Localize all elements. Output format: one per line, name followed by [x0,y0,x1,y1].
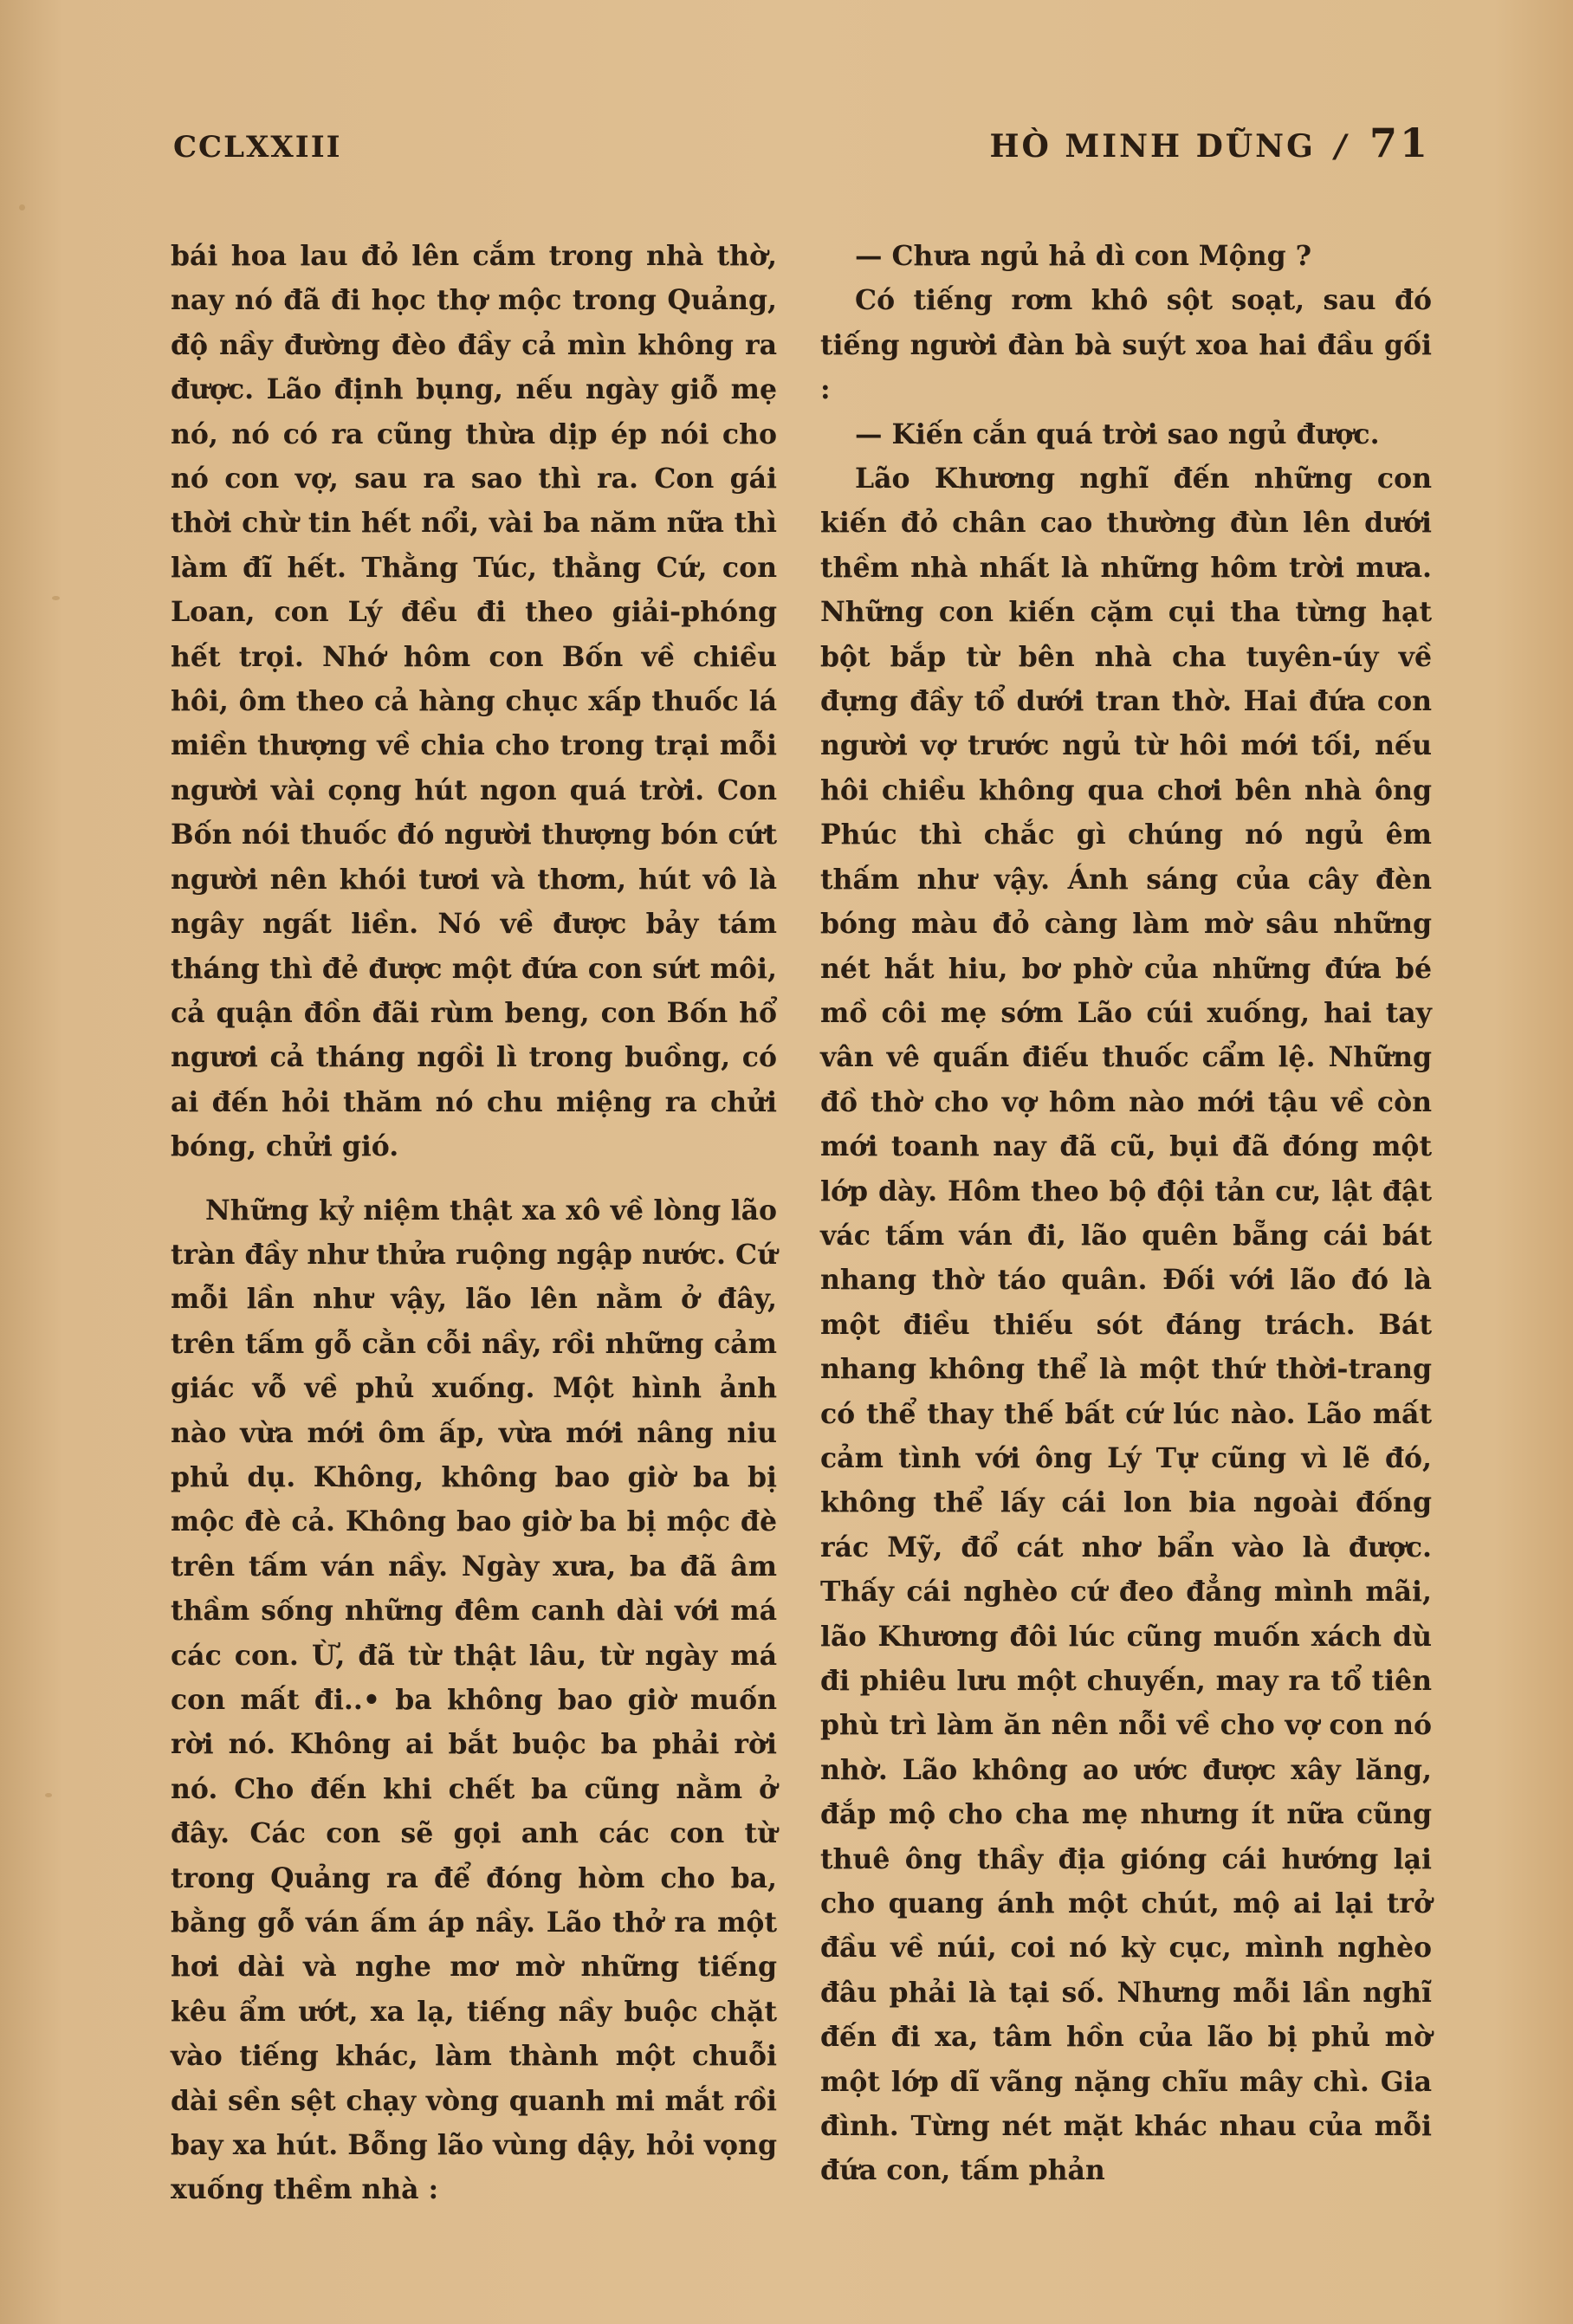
header-separator: / [1334,128,1349,165]
paragraph: bái hoa lau đỏ lên cắm trong nhà thờ, nay nó đã đi học thợ mộc trong Quảng, độ nầy đường đèo đầy cả mìn không ra được. Lão định bụng, nếu ngày giỗ mẹ nó, nó có ra cũng thừa dịp ép nói cho nó con vợ, sau ra sao thì ra. Con gái thời chừ tin hết nổi, vài ba năm nữa thì làm đĩ hết. Thằng Túc, thằng Cứ, con Loan, con Lý đều đi theo giải-phóng hết trọi. Nhớ hôm con Bốn về chiều hôi, ôm theo cả hàng chục xấp thuốc lá miền thượng về chia cho trong trại mỗi người vài cọng hút ngon quá trời. Con Bốn nói thuốc đó người thượng bón cứt người nên khói tươi và thơm, hút vô là ngây ngất liền. Nó về được bảy tám tháng thì đẻ được một đứa con sứt môi, cả quận đồn đãi rùm beng, con Bốn hổ ngươi cả tháng ngồi lì trong buồng, có ai đến hỏi thăm nó chu miệng ra chửi bóng, chửi gió. [171,240,777,1163]
dialogue-line: — Kiến cắn quá trời sao ngủ được. [855,418,1380,450]
author-name: HÒ MINH DŨNG [989,128,1316,165]
right-column [820,234,1432,2193]
chapter-number: CCLXXIII [173,130,342,165]
running-header [0,120,1573,172]
paper-spot [45,1793,52,1797]
paragraph: Có tiếng rơm khô sột soạt, sau đó tiếng người đàn bà suýt xoa hai đầu gối : [820,284,1432,406]
paper-spot [52,596,60,600]
dialogue-line: — Chưa ngủ hả dì con Mộng ? [855,240,1312,272]
page-number: 71 [1369,120,1430,166]
paragraph: Lão Khương nghĩ đến những con kiến đỏ chân cao thường đùn lên dưới thềm nhà nhất là những hôm trời mưa. Những con kiến cặm cụi tha từng hạt bột bắp từ bên nhà cha tuyên-úy về đựng đầy tổ dưới tran thờ. Hai đứa con người vợ trước ngủ từ hôi mới tối, nếu hôi chiều không qua chơi bên nhà ông Phúc thì chắc gì chúng nó ngủ êm thấm như vậy. Ánh sáng của cây đèn bóng màu đỏ càng làm mờ sâu những nét hắt hiu, bơ phờ của những đứa bé mồ côi mẹ sớm Lão cúi xuống, hai tay vân vê quấn điếu thuốc cẩm lệ. Những đồ thờ cho vợ hôm nào mới tậu về còn mới toanh nay đã cũ, bụi đã đóng một lớp dày. Hôm theo bộ đội tản cư, lật đật vác tấm ván đi, lão quên bẵng cái bát nhang thờ táo quân. Đối với lão đó là một điều thiếu sót đáng trách. Bát nhang không thể là một thứ thời-trang có thể thay thế bất cứ lúc nào. Lão mất cảm tình với ông Lý Tự cũng vì lẽ đó, không thể lấy cái lon bia ngoài đống rác Mỹ, đổ cát nhơ bẩn vào là được. Thấy cái nghèo cứ đeo đẳng mình mãi, lão Khương đôi lúc cũng muốn xách dù đi phiêu lưu một chuyến, may ra tổ tiên phù trì làm ăn nên nỗi về cho vợ con nó nhờ. Lão không ao ước được xây lăng, đắp mộ cho cha mẹ nhưng ít nữa cũng thuê ông thầy địa gióng cái hướng lại cho quang ánh một chút, mộ ai lại trở đầu về núi, coi nó kỳ cục, mình nghèo đâu phải là tại số. Nhưng mỗi lần nghĩ đến đi xa, tâm hồn của lão bị phủ mờ một lớp dĩ vãng nặng chĩu mây chì. Gia đình. Từng nét mặt khác nhau của mỗi đứa con, tấm phản [820,463,1432,2187]
paragraph: Những kỷ niệm thật xa xô về lòng lão tràn đầy như thửa ruộng ngập nước. Cứ mỗi lần như vậy, lão lên nằm ở đây, trên tấm gỗ cằn cỗi nầy, rồi những cảm giác vỗ về phủ xuống. Một hình ảnh nào vừa mới ôm ấp, vừa mới nâng niu phủ dụ. Không, không bao giờ ba bị mộc đè cả. Không bao giờ ba bị mộc đè trên tấm ván nầy. Ngày xưa, ba đã âm thầm sống những đêm canh dài với má các con. Ừ, đã từ thật lâu, từ ngày má con mất đi..• ba không bao giờ muốn rời nó. Không ai bắt buộc ba phải rời nó. Cho đến khi chết ba cũng nằm ở đây. Các con sẽ gọi anh các con từ trong Quảng ra để đóng hòm cho ba, bằng gỗ ván ấm áp nầy. Lão thở ra một hơi dài và nghe mơ mờ những tiếng kêu ẩm ướt, xa lạ, tiếng nầy buộc chặt vào tiếng khác, làm thành một chuỗi dài sền sệt chạy vòng quanh mi mắt rồi bay xa hút. Bỗng lão vùng dậy, hỏi vọng xuống thềm nhà : [171,1194,777,2206]
left-column [171,234,777,2212]
paper-spot [19,204,25,210]
author-and-page [990,120,1430,166]
